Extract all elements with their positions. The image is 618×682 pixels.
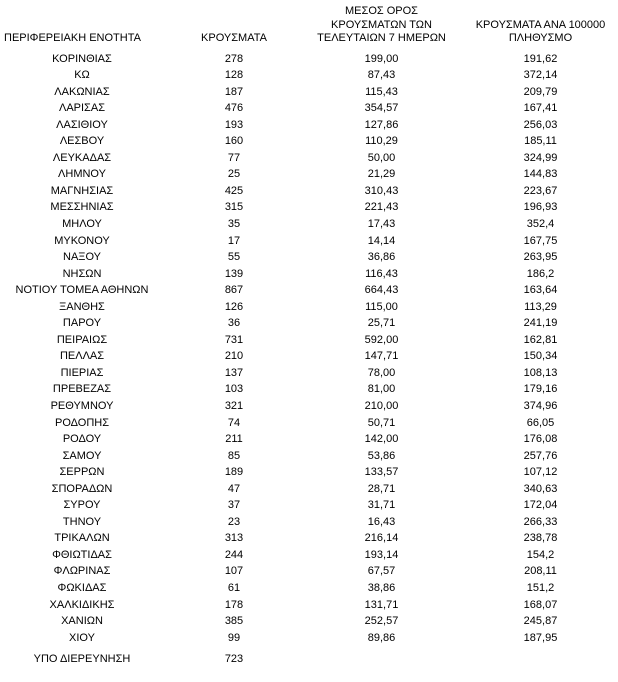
cell-cases: 178 (224, 598, 244, 611)
cell-per-100k: 113,29 (524, 300, 557, 313)
header-row (0, 5, 618, 51)
cell-per-100k: 187,95 (523, 631, 558, 644)
table-row (0, 613, 618, 630)
table-row (0, 183, 618, 200)
cell-region: ΧΑΛΚΙΔΙΚΗΣ (49, 598, 115, 611)
table-row (0, 216, 618, 233)
table-row (0, 514, 618, 531)
cell-avg-7day: 147,71 (364, 350, 399, 363)
cell-cases: 74 (227, 416, 241, 429)
cell-cases: 244 (224, 548, 244, 561)
cell-per-100k (459, 646, 618, 668)
cell-avg-7day (304, 646, 459, 668)
table-header (0, 5, 618, 51)
cell-cases: 47 (227, 482, 241, 495)
cell-cases: 139 (224, 267, 244, 280)
cell-region: ΣΥΡΟΥ (63, 499, 101, 512)
cell-avg-7day: 354,57 (364, 102, 399, 115)
cell-per-100k: 263,95 (523, 251, 558, 264)
cell-region: ΠΕΛΛΑΣ (59, 350, 105, 363)
cell-per-100k: 196,93 (523, 201, 558, 214)
cell-cases: 99 (227, 631, 241, 644)
cell-cases: 731 (224, 333, 244, 346)
cell-region: ΛΑΣΙΘΙΟΥ (56, 118, 108, 131)
cell-region: ΜΑΓΝΗΣΙΑΣ (50, 184, 114, 197)
cell-per-100k: 185,11 (524, 135, 557, 148)
table-row (0, 150, 618, 167)
cell-avg-7day: 131,71 (364, 598, 399, 611)
cell-avg-7day: 14,14 (367, 234, 396, 247)
cell-region: ΛΕΥΚΑΔΑΣ (52, 151, 112, 164)
cell-avg-7day: 310,43 (364, 184, 399, 197)
cell-avg-7day: 31,71 (367, 499, 396, 512)
cell-avg-7day: 21,29 (367, 168, 396, 181)
table-row (0, 166, 618, 183)
cell-per-100k: 66,05 (526, 416, 555, 429)
cell-avg-7day: 38,86 (367, 582, 396, 594)
cell-avg-7day: 216,14 (364, 532, 399, 545)
cell-region: ΠΕΙΡΑΙΩΣ (56, 333, 108, 346)
cell-region: ΡΟΔΟΥ (62, 433, 102, 446)
cell-cases: 476 (224, 102, 244, 115)
cell-region: ΣΑΜΟΥ (62, 449, 102, 462)
cell-avg-7day: 28,71 (367, 482, 396, 495)
table-row (0, 547, 618, 564)
cell-per-100k: 172,04 (523, 499, 558, 512)
cell-region: ΤΡΙΚΑΛΩΝ (54, 532, 110, 545)
cell-avg-7day: 115,00 (365, 300, 398, 313)
table-row (0, 365, 618, 382)
cell-per-100k: 162,81 (523, 333, 558, 346)
cell-avg-7day: 16,43 (367, 515, 396, 528)
cell-avg-7day: 17,43 (367, 217, 396, 230)
cell-avg-7day: 36,86 (367, 251, 396, 264)
table-row (0, 299, 618, 316)
cell-cases: 723 (224, 653, 244, 666)
cell-avg-7day: 53,86 (367, 449, 396, 462)
table-row (0, 84, 618, 101)
cell-region: ΝΗΣΩΝ (62, 267, 102, 280)
cell-per-100k: 209,79 (523, 85, 558, 98)
cell-region: ΛΑΚΩΝΙΑΣ (54, 85, 110, 98)
cell-per-100k: 163,64 (523, 284, 558, 297)
regional-units-table (0, 5, 618, 668)
cell-per-100k: 108,13 (523, 366, 558, 379)
table-row (0, 597, 618, 614)
cell-per-100k: 150,34 (523, 350, 558, 363)
cell-per-100k: 167,75 (523, 234, 558, 247)
cell-cases: 23 (227, 515, 241, 528)
cell-avg-7day: 199,00 (364, 52, 399, 65)
table-row (0, 448, 618, 465)
cell-cases: 103 (224, 383, 244, 396)
table-row (0, 381, 618, 398)
cell-per-100k: 208,11 (524, 565, 557, 578)
cell-region: ΡΟΔΟΠΗΣ (54, 416, 110, 429)
cell-per-100k: 340,63 (523, 482, 558, 495)
cell-avg-7day: 78,00 (367, 366, 396, 379)
cell-region: ΝΑΞΟΥ (63, 251, 101, 264)
cell-avg-7day: 81,00 (367, 383, 396, 396)
cell-per-100k: 186,2 (526, 267, 555, 280)
cell-cases: 137 (224, 366, 244, 379)
table-row (0, 67, 618, 84)
table-row (0, 464, 618, 481)
cell-region: ΜΕΣΣΗΝΙΑΣ (50, 201, 114, 214)
cell-cases: 126 (224, 300, 244, 313)
cell-avg-7day: 115,43 (365, 85, 398, 98)
cell-per-100k: 144,83 (523, 168, 558, 181)
cell-avg-7day: 592,00 (364, 333, 399, 346)
cell-region: ΚΩ (74, 69, 90, 82)
table-row (0, 332, 618, 349)
cell-avg-7day: 133,57 (364, 466, 399, 479)
cell-avg-7day: 110,29 (365, 135, 398, 148)
cell-cases: 313 (224, 532, 244, 545)
cell-region: ΠΑΡΟΥ (62, 317, 102, 330)
cell-region: ΚΟΡΙΝΘΙΑΣ (52, 52, 112, 65)
cell-region: ΧΙΟΥ (69, 631, 95, 644)
cell-cases: 55 (227, 251, 241, 264)
cell-region: ΛΑΡΙΣΑΣ (58, 102, 105, 115)
cell-avg-7day: 87,43 (367, 69, 396, 82)
cell-cases: 128 (224, 69, 244, 82)
column-header-avg-7day: ΜΕΣΟΣ ΟΡΟΣ ΚΡΟΥΣΜΑΤΩΝ ΤΩΝ ΤΕΛΕΥΤΑΙΩΝ 7 ΗΜΕΡΩΝ (317, 5, 446, 44)
table-row (0, 481, 618, 498)
cell-cases: 385 (224, 615, 244, 628)
cell-avg-7day: 252,57 (364, 615, 399, 628)
cell-per-100k: 176,08 (523, 433, 558, 446)
cell-per-100k: 107,12 (523, 466, 558, 479)
cell-avg-7day: 25,71 (367, 317, 396, 330)
table-row (0, 233, 618, 250)
column-header-cases: ΚΡΟΥΣΜΑΤΑ (201, 32, 267, 44)
cell-cases: 425 (224, 184, 244, 197)
cell-per-100k: 241,19 (523, 317, 558, 330)
cell-per-100k: 154,2 (526, 548, 555, 561)
cell-avg-7day: 664,43 (364, 284, 399, 297)
cell-per-100k: 151,2 (526, 582, 555, 594)
cell-region: ΤΗΝΟΥ (62, 515, 102, 528)
cell-region: ΠΡΕΒΕΖΑΣ (52, 383, 112, 396)
cell-region: ΣΕΡΡΩΝ (59, 466, 105, 479)
table-row (0, 117, 618, 134)
table-row (0, 100, 618, 117)
cell-per-100k: 352,4 (526, 217, 555, 230)
table-row (0, 530, 618, 547)
cell-per-100k: 168,07 (523, 598, 558, 611)
cell-region: ΛΗΜΝΟΥ (58, 168, 106, 181)
table-row (0, 431, 618, 448)
cell-cases: 37 (227, 499, 241, 512)
table-row (0, 133, 618, 150)
table-row (0, 348, 618, 365)
cell-cases: 85 (227, 449, 241, 462)
table-row (0, 415, 618, 432)
table-row (0, 630, 618, 647)
cell-region: ΜΥΚΟΝΟΥ (54, 234, 110, 247)
table-row (0, 199, 618, 216)
cell-cases: 278 (224, 52, 244, 65)
cell-per-100k: 179,16 (523, 383, 558, 396)
column-header-region: ΠΕΡΙΦΕΡΕΙΑΚΗ ΕΝΟΤΗΤΑ (4, 32, 141, 44)
table-row (0, 398, 618, 415)
cell-per-100k: 238,78 (523, 532, 558, 545)
cell-per-100k: 324,99 (523, 151, 558, 164)
cell-cases: 36 (227, 317, 241, 330)
cell-avg-7day: 67,57 (367, 565, 396, 578)
cell-per-100k: 266,33 (523, 515, 558, 528)
cell-avg-7day: 127,86 (364, 118, 399, 131)
cell-region: ΥΠΟ ΔΙΕΡΕΥΝΗΣΗ (33, 653, 131, 666)
cell-per-100k: 223,67 (523, 184, 558, 197)
cell-cases: 211 (225, 433, 243, 446)
cell-region: ΧΑΝΙΩΝ (61, 615, 103, 628)
cell-avg-7day: 89,86 (367, 631, 396, 644)
table-row (0, 266, 618, 283)
table-row (0, 580, 618, 597)
cell-cases: 189 (224, 466, 244, 479)
cell-cases: 867 (224, 284, 244, 297)
cell-per-100k: 372,14 (523, 69, 558, 82)
cell-per-100k: 257,76 (523, 449, 558, 462)
table-row (0, 497, 618, 514)
cell-avg-7day: 210,00 (364, 399, 399, 412)
cell-per-100k: 167,41 (523, 102, 558, 115)
table-row (0, 51, 618, 68)
cell-cases: 17 (227, 234, 241, 247)
cell-per-100k: 374,96 (523, 399, 558, 412)
table-row (0, 282, 618, 299)
cell-avg-7day: 50,71 (367, 416, 396, 429)
cell-region: ΡΕΘΥΜΝΟΥ (50, 399, 114, 412)
cell-region: ΦΛΩΡΙΝΑΣ (53, 565, 111, 578)
table-row (0, 249, 618, 266)
table-row (0, 563, 618, 580)
cell-cases: 160 (224, 135, 244, 148)
cell-region: ΜΗΛΟΥ (62, 217, 102, 230)
table-row (0, 646, 618, 668)
cell-cases: 77 (227, 151, 241, 164)
cell-per-100k: 191,62 (523, 52, 558, 65)
cell-per-100k: 245,87 (523, 615, 558, 628)
cell-cases: 210 (224, 350, 244, 363)
cell-region: ΦΩΚΙΔΑΣ (57, 582, 107, 594)
cell-avg-7day: 116,43 (365, 267, 398, 280)
cell-region: ΞΑΝΘΗΣ (59, 300, 105, 313)
cell-region: ΠΙΕΡΙΑΣ (60, 366, 104, 379)
cell-cases: 35 (227, 217, 241, 230)
cell-region: ΝΟΤΙΟΥ ΤΟΜΕΑ ΑΘΗΝΩΝ (15, 284, 149, 297)
cell-region: ΛΕΣΒΟΥ (59, 135, 105, 148)
cell-cases: 61 (227, 582, 241, 594)
cell-avg-7day: 142,00 (364, 433, 399, 446)
cell-per-100k: 256,03 (523, 118, 558, 131)
cell-avg-7day: 193,14 (364, 548, 399, 561)
cell-cases: 321 (224, 399, 244, 412)
cell-region: ΣΠΟΡΑΔΩΝ (51, 482, 113, 495)
cell-cases: 107 (224, 565, 244, 578)
cell-cases: 187 (224, 85, 244, 98)
cell-avg-7day: 221,43 (364, 201, 399, 214)
table-body (0, 51, 618, 668)
cell-cases: 193 (224, 118, 244, 131)
cell-cases: 25 (227, 168, 241, 181)
cell-cases: 315 (224, 201, 244, 214)
cell-avg-7day: 50,00 (367, 151, 396, 164)
table-row (0, 315, 618, 332)
cell-region: ΦΘΙΩΤΙΔΑΣ (52, 548, 112, 561)
column-header-per-100k: ΚΡΟΥΣΜΑΤΑ ΑΝΑ 100000 ΠΛΗΘΥΣΜΟ (475, 18, 606, 44)
